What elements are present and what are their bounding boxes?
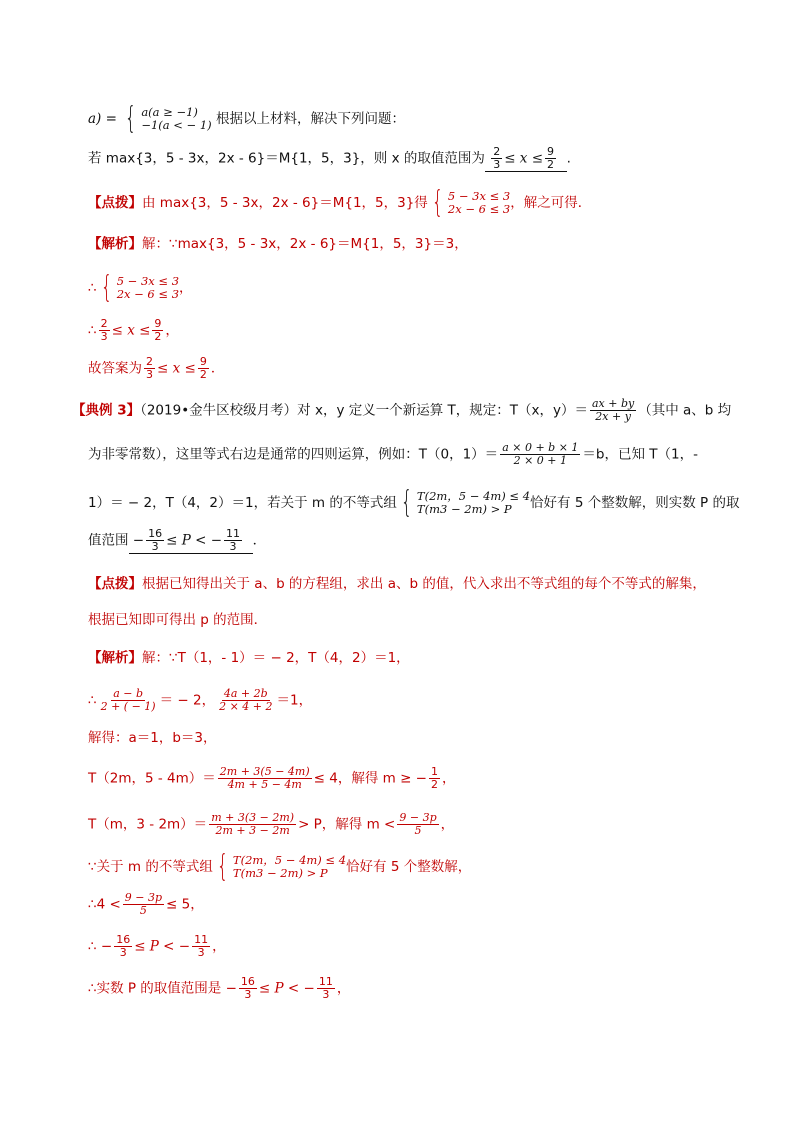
fraction: $\frac{9}{2}$ [547, 145, 555, 172]
fraction: $\frac{2}{3}$ [493, 145, 501, 172]
solution-line-2: ∴ { 5 − 3x ≤ 3 2x − 6 ≤ 3 ， [88, 270, 193, 305]
example3-line-4: 值范围 − $\frac{16}{3}$ ≤ P < − $\frac{11}{3}$ ． [88, 527, 267, 554]
sol3-line-1: 【解析】解：∵T（1，- 1）＝ − 2，T（4，2）＝1， [88, 650, 410, 666]
piecewise-definition-line [88, 101, 405, 136]
case-1: a(a ≥ −1) [141, 104, 198, 119]
sol3-line-4: T（2m，5 - 4m）＝ $\frac{2m + 3(5 - 4m)}{4m + 5 - 4m}$ ≤ 4，解得 m ≥ − $\frac{1}{2}$ ， [88, 765, 456, 792]
instruction-text: 根据以上材料，解决下列问题： [215, 111, 405, 127]
sol3-line-2: ∴ $\frac{a - b}{2 + ( - 1)}$ ＝ − 2， $\frac{4a + 2b}{2 \times 4 + 2}$ ＝1， [88, 687, 313, 714]
hint3-line-2: 根据已知即可得出 p 的范围． [88, 612, 268, 628]
piecewise-cases: { a(a ≥ −1) −1(a < − 1) [125, 101, 212, 136]
sol3-line-5: T（m，3 - 2m）＝ $\frac{m + 3(3 - 2m)}{2m + 3 - 2m}$ > P，解得 m < $\frac{9 - 3p}{5}$ ， [88, 811, 455, 838]
answer-blank: $\frac{2}{3}$ ≤ x ≤ $\frac{9}{2}$ [485, 146, 567, 172]
hint3-line-1: 【点拨】根据已知得出关于 a、b 的方程组，求出 a、b 的值，代入求出不等式组的每个不等式的解集， [88, 576, 706, 592]
solution-line-1: 【解析】解：∵max{3，5 - 3x，2x - 6}＝M{1，5，3}＝3， [88, 236, 468, 252]
example3-line-2: 为非零常数），这里等式右边是通常的四则运算，例如：T（0，1）＝ $\frac{a \times 0 + b \times 1}{2 \times 0 + 1}$ ＝b，已知 T（1，- [88, 441, 698, 468]
sol3-line-6: ∵关于 m 的不等式组 { T(2m，5 − 4m) ≤ 4 T(m3 − 2m) > P 恰好有 5 个整数解， [88, 849, 472, 884]
solution-line-3: ∴ $\frac{2}{3}$ ≤ x ≤ $\frac{9}{2}$ ， [88, 317, 179, 344]
hint-line: 【点拨】由 max{3，5 - 3x，2x - 6}＝M{1，5，3}得 { 5 − 3x ≤ 3 2x − 6 ≤ 3 ，解之可得． [88, 185, 592, 220]
question-text: 若 max{3，5 - 3x，2x - 6}＝M{1，5，3}，则 x 的取值范围为 [88, 150, 485, 167]
sol3-line-8: ∴ − $\frac{16}{3}$ ≤ P < − $\frac{11}{3}$ ， [88, 933, 226, 960]
hint-tag: 【点拨】 [88, 195, 142, 211]
example3-line-1: 【典例 3】（2019•金牛区校级月考）对 x，y 定义一个新运算 T，规定：T（x，y）＝ $\frac{ax + by}{2x + y}$ （其中 a、b 均 [72, 397, 732, 424]
example-tag: 【典例 3】 [72, 402, 141, 419]
sol3-line-3: 解得：a＝1，b＝3， [88, 730, 217, 746]
answer-line: 故答案为 $\frac{2}{3}$ ≤ x ≤ $\frac{9}{2}$ ． [88, 355, 225, 382]
sol3-line-9: ∴实数 P 的取值范围是 − $\frac{16}{3}$ ≤ P < − $\frac{11}{3}$ ， [88, 975, 351, 1002]
piecewise-prefix: a) = [88, 111, 117, 127]
example3-line-3: 1）＝ − 2，T（4，2）＝1，若关于 m 的不等式组 { T(2m，5 − 4m) ≤ 4 T(m3 − 2m) > P 恰好有 5 个整数解，则实数 P 的取 [88, 485, 740, 520]
solution-tag: 【解析】 [88, 236, 142, 252]
case-2: −1(a < − 1) [141, 118, 212, 132]
question-line: 若 max{3，5 - 3x，2x - 6}＝M{1，5，3}，则 x 的取值范围为 $\frac{2}{3}$ ≤ x ≤ $\frac{9}{2}$ . [88, 145, 571, 172]
sol3-line-7: ∴4 < $\frac{9 - 3p}{5}$ ≤ 5， [88, 891, 204, 918]
inequality-system: { 5 − 3x ≤ 3 2x − 6 ≤ 3 [431, 185, 511, 220]
